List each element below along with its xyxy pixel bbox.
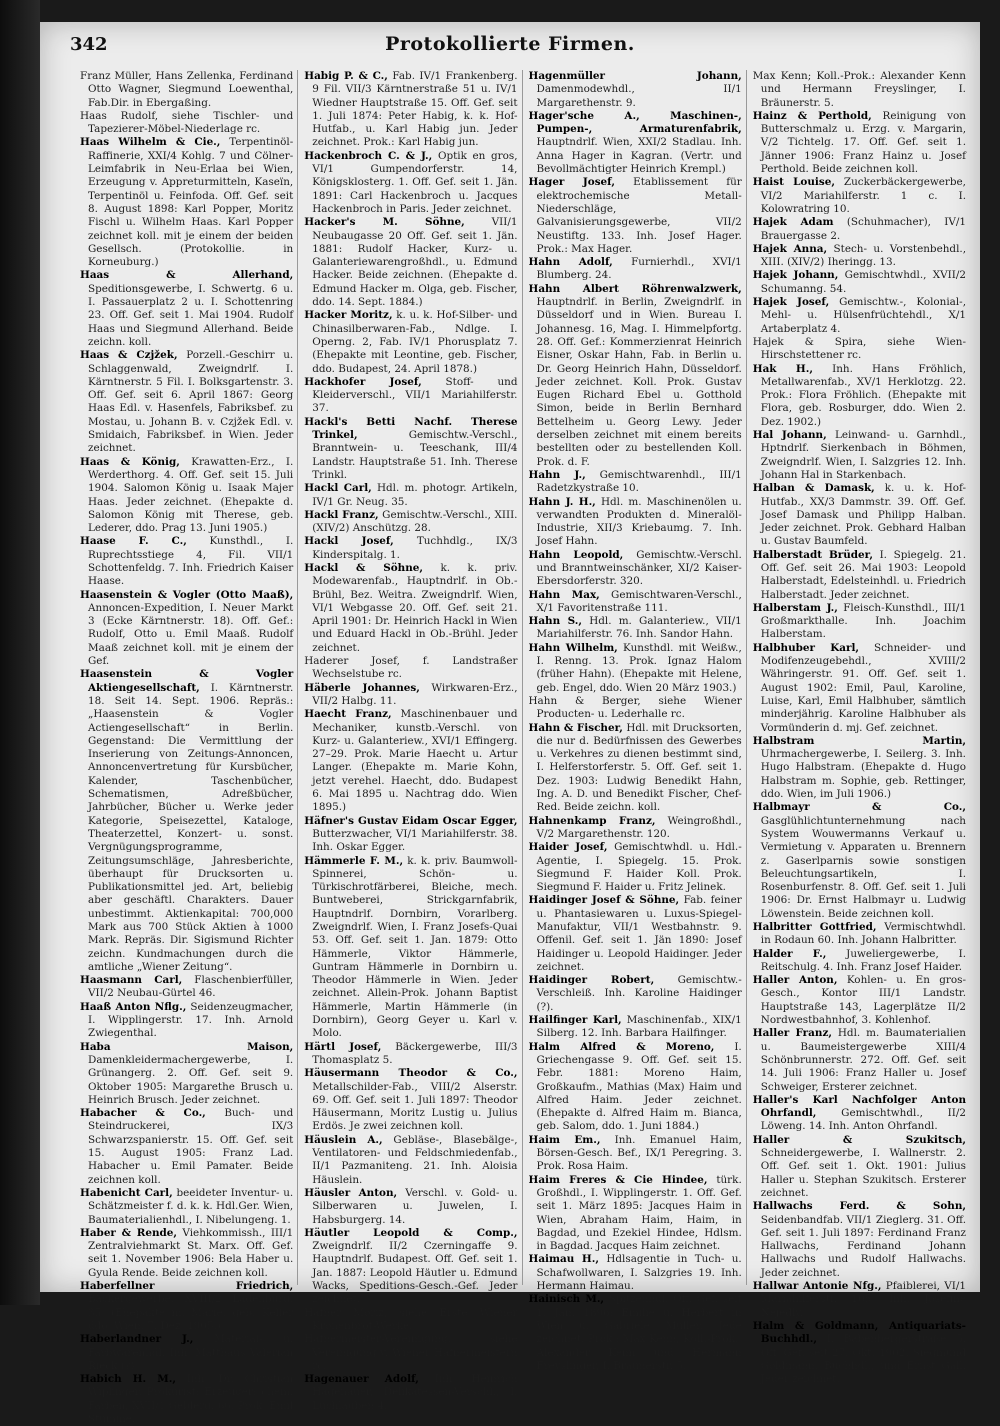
firm-name: Häfner's Gustav Eidam Oscar Egger, — [304, 814, 518, 827]
directory-entry — [80, 1001, 293, 1041]
firm-name: Haas & Allerhand, — [80, 269, 294, 282]
entry-text: Hafner Moriz, siehe Erste Wiener Kronenbrot-Werke. — [304, 1306, 518, 1332]
entry-text: Hafnermeister-Vereinigung, siehe Vereinigung v. Wiener Hafnermeistern rc. — [304, 1333, 518, 1372]
entry-text: Fab. feiner u. Phantasiewaren u. Luxus-Spiegel-Manufaktur, VII/1 Westbahnstr. 9. Offenil. Gef. seit 1. Jän 1890: Josef Haidinger u. Leopold Haidinger. Jeder zeichnet. — [536, 894, 742, 973]
directory-entry — [753, 1134, 966, 1200]
firm-name: Hajek Johann, — [752, 269, 839, 282]
directory-entry — [80, 456, 293, 536]
entry-text: Hdl. m. Maschinenölen u. verwandten Produkten d. Mineralöl-Industrie, XII/3 Kriebaumg. 7. Inh. Josef Hahn. — [536, 495, 742, 548]
entry-text: I. Kärntnerstr. 18. Seit 14. Sept. 1906. Repräs.: „Haasenstein & Vogler Actiengesellschaft“ in Berlin. Gegenstand: Die Vermittlung der Inserierung von Zeitungs-Annoncen, Annoncenvertretung für Kursbücher, Kalender, Taschenbücher, Schematismen, Adreßbücher, Jahrbücher, Bücher u. Werke jeder Kategorie, Speisezettel, Kataloge, Theaterzettel, Konzert- u. sonst. Vergnügungsprogramme, Zeitungsumschläge, Jahresberichte, überhaupt für Drucksorten u. Publikationsmittel jed. Art, beliebig aber geschäftl. Charakters. Dauer unbestimmt. Aktienkapital: 700,000 Mark aus 700 Stück Aktien à 1000 Mark. Repräs. Dir. Sigismund Richter zeichn. Kundmachungen durch die amtliche „Wiener Zeitung“. — [88, 681, 294, 973]
entry-text: Hdl. mit Drucksorten, die nur d. Bedürfnissen des Gewerbes u. Verkehres zu dienen bestimmt sind, I. Helferstorferstr. 5. Off. Gef. seit 1. Dez. 1903: Ludwig Benedikt Hahn, Ing. A. D. und Benedikt Fischer, Chef-Red. Beide zeichn. koll. — [536, 721, 742, 814]
directory-entry — [753, 429, 966, 482]
entry-text: Hdl. m. Baumaterialien u. Baumeistergewerbe XIII/4 Schönbrunnerstr. 272. Off. Gef. seit 14. Juli 1906: Franz Haller u. Josef Schweiger, Ersterer zeichnet. — [760, 1027, 966, 1093]
firm-name: Haasmann Carl, — [80, 974, 183, 987]
firm-name: Hager Josef, — [528, 176, 616, 189]
entry-text: Etablissement für elektrochemische Metall-Niederschläge, Galvanisierungsgewerbe, VII/2 Neustiftg. 133. Inh. Josef Hager. Prok.: Max Hager. — [536, 176, 742, 255]
entry-text: Hdl. m. photogr. Artikeln, IV/1 Gr. Neug. 35. — [312, 482, 518, 508]
entry-text: Gemischtw.-Verschleiß. Inh. Karoline Haidinger (?). — [536, 974, 742, 1013]
entry-text: Gebläse-, Blasebälge-, Ventilatoren- und Feldschmiedenfab., II/1 Pazmaniteng. 21. Inh. Aloisia Häuslein. — [312, 1133, 518, 1186]
entry-text: I. Griechengasse 9. Off. Gef. seit 15. Febr. 1881: Moreno Haim, Großkaufm., Mathias (Max) Haim und Alfred Haim. Jeder zeichnet. (Ehepakte d. Alfred Haim m. Bianca, geb. Salom, ddo. 1. Juni 1884.) — [536, 1040, 742, 1133]
directory-entry — [753, 363, 966, 429]
firm-name: Halbmayr & Co., — [752, 801, 966, 814]
running-title: Protokollierte Firmen. — [385, 33, 635, 55]
directory-entry — [529, 1293, 742, 1373]
entry-text: Wirkwaren-Erz., VII/2 Halbg. 11. — [312, 681, 518, 707]
directory-entry — [80, 1373, 293, 1426]
directory-entry — [80, 1041, 293, 1107]
directory-entry — [304, 376, 517, 416]
directory-entry — [753, 243, 966, 270]
entry-text: Metallschilder-Fab., VIII/2 Alserstr. 69. Off. Gef. seit 1. Juli 1897: Theodor Häusermann, Moritz Lustig u. Julius Erdös. Je zwei zeichnen koll. — [312, 1080, 518, 1133]
firm-name: Haberfellner Friedrich, — [80, 1280, 294, 1293]
firm-name: Habacher & Co., — [80, 1107, 206, 1120]
entry-text: I. Babenbergerstraße 5. Off. Gef. seit 27. Okt. 1902: Siegmund Goldmann, Buchhdl., und Ernst Gall. Jeder zeichnet. — [760, 1333, 967, 1386]
directory-entry — [529, 1174, 742, 1254]
entry-text: Damenkleidermachergewerbe, I. Grünangerg. 2. Off. Gef. seit 9. Oktober 1905: Margarethe Brusch u. Heinrich Brusch. Jeder zeichnet. — [88, 1053, 294, 1106]
directory-entry — [529, 1041, 742, 1134]
directory-entry — [753, 921, 966, 948]
firm-name: Härtl Josef, — [304, 1040, 382, 1053]
entry-text: Schneider- und Modifenzeugebehdl., XVIII/2 Währingerstr. 91. Off. Gef. seit 1. August 1902: Emil, Paul, Karoline, Luise, Karl, Emil Halbhuber, sämtlich minderjährig. Karoline Halbhuber als Vormünderin d. mj. Gef. zeichnet. — [760, 641, 966, 734]
directory-entry — [304, 416, 517, 482]
directory-entry — [304, 482, 517, 509]
firm-name: Hajek Josef, — [752, 296, 830, 309]
firm-name: Halm & Goldmann, Antiquariats-Buchhdl., — [752, 1319, 966, 1346]
entry-text: Stech- u. Vorstenbehdl., XIII. (XIV/2) Iheringg. 13. — [760, 242, 966, 269]
firm-name: Haist Louise, — [752, 176, 835, 189]
directory-entry — [753, 110, 966, 176]
firm-name: Hal Johann, — [752, 429, 827, 442]
directory-entry — [304, 855, 517, 1041]
entry-text: I. Spiegelg. 21. Off. Gef. seit 26. Mai 1903: Leopold Halberstadt, Edelsteinhdl. u. Friedrich Halberstadt. Jeder zeichnet. — [760, 548, 967, 601]
directory-entry — [80, 589, 293, 669]
directory-entry — [753, 1200, 966, 1280]
firm-name: Hahn Albert Röhrenwalzwerk, — [528, 282, 742, 295]
directory-entry — [80, 668, 293, 974]
firm-name: Hajek Adam — [752, 216, 834, 229]
directory-entry — [80, 1107, 293, 1187]
firm-name: Haller Anton, — [752, 974, 838, 987]
directory-entry — [529, 894, 742, 974]
directory-entry — [80, 1227, 293, 1280]
directory-entry — [753, 1320, 966, 1386]
firm-name: Hahn S., — [528, 615, 583, 628]
entry-text: Haas Rudolf, siehe Tischler- und Tapezierer-Möbel-Niederlage rc. — [80, 109, 294, 136]
entry-text: Inh. Dr. Christian Wiplinger, Prokurist: Erzeuger: chem. Farben, XVII/1 Geblerg. 66. Prok. Emil Stumme. — [88, 1373, 294, 1425]
directory-entry — [304, 1041, 517, 1068]
directory-entry — [80, 269, 293, 349]
directory-entry — [753, 482, 966, 548]
directory-entry — [753, 216, 966, 243]
entry-text: Fab. IV/1 Frankenberg. 9 Fil. VII/3 Kärntnerstraße 51 u. IV/1 Wiedner Hauptstraße 15. Off. Gef. seit 1. Juli 1874: Peter Habig, k. k. Hof-Hutfab., u. Karl Habig jun. Jeder zeichnet. Prok.: Karl Habig jun. — [312, 70, 518, 149]
directory-entry — [304, 655, 517, 682]
entry-text: k. u. k. Hof-Silber- und Chinasilberwaren-Fab., Ndlge. I. Operng. 2, Fab. IV/1 Phorusplatz 7. (Ehepakte mit Leontine, geb. Fischer, ddo. Budapest, 24. April 1878.) — [312, 309, 518, 375]
firm-name: Hackl's Betti Nachf. Therese Trinkel, — [304, 415, 518, 442]
entry-text: Spitzenhdl. Off. Gef. seit 1. Jän. 1896: Emilie u. Herbert in Wien u. Gabriele Müller. Jede zeichnet. Prok.: Max Kenn; Koll.-Prok.: Alexander Kenn und Hermann Freyslinger, I. Bräunerstr. 5. — [536, 1293, 742, 1372]
entry-text: Inh. Heinrich Hagenauer, Delikatessen-Verschl., I. Luchlauben 4. — [312, 1373, 518, 1412]
firm-name: Hagenmüller Johann, — [528, 70, 742, 82]
entry-text: Porzell.-Geschirr u. Schlaggenwald, Zweigndrlf. I. Kärntnerstr. 5 Fil. I. Bolksgartenstr. 3. Off. Gef. seit 6. April 1867: Georg Haas Edl. v. Hasenfels, Fabriksbef. zu Mostau, u. Johann B. v. Czjžek Edl. v. Smidaich, Fabriksbef. in Wien. Jeder zeichnet. — [88, 349, 294, 455]
firm-name: Habich H. M., — [80, 1373, 176, 1386]
directory-entry — [529, 1253, 742, 1293]
directory-entry — [529, 722, 742, 815]
firm-name: Häberle Johannes, — [304, 681, 420, 694]
directory-entry — [753, 70, 966, 110]
entry-text: Hahn & Berger, siehe Wiener Producten- u. Lederhalle rc. — [528, 694, 742, 721]
entry-text: Juweliergewerbe, I. Reitschulg. 4. Inh. Franz Josef Haider. — [760, 947, 966, 973]
scan-edge-shadow — [0, 0, 40, 1305]
entry-text: Buch- und Steindruckerei, IX/3 Schwarzspanierstr. 15. Off. Gef. seit 15. August 1905: Franz Lad. Habacher u. Emil Pamater. Beide zeichnen koll. — [88, 1107, 294, 1186]
directory-entry — [304, 509, 517, 536]
entry-text: Leinwand- u. Garnhdl., Hptndrlf. Sierkenbach in Böhmen, Zweigndrlf. Wien, I. Salzgries 12. Inh. Johann Hal in Starkenbach. — [760, 429, 966, 481]
firm-name: Halder F., — [752, 947, 827, 960]
entry-text: Gemischtwhdl., II/2 Löweng. 14. Inh. Anton Ohrfandl. — [760, 1107, 966, 1133]
directory-entry — [529, 615, 742, 642]
firm-name: Halm Alfred & Moreno, — [528, 1040, 715, 1053]
page-header — [40, 30, 980, 60]
entry-text: (Schuhmacher), IV/1 Brauergasse 2. — [760, 216, 966, 242]
directory-entry — [753, 296, 966, 336]
entry-text: Hajek & Spira, siehe Wien-Hirschstettener rc. — [752, 335, 966, 362]
firm-name: Hajek Anna, — [752, 242, 828, 255]
entry-text: Vermischtwhdl. in Rodaun 60. Inh. Johann Halbritter. — [760, 921, 966, 947]
firm-name: Haller & Szukitsch, — [752, 1133, 966, 1146]
directory-entry — [304, 708, 517, 814]
entry-text: Gemischtwhdl. u. Hdl.-Agentie, I. Spiegelg. 15. Prok. Siegmund F. Haider Koll. Prok. Siegmund F. Haider u. Fritz Jelinek. — [536, 841, 742, 894]
firm-name: Haasenstein & Vogler (Otto Maaß), — [80, 588, 294, 601]
directory-entry — [304, 1187, 517, 1227]
directory-entry — [304, 562, 517, 655]
entry-text: türk. Großhdl., I. Wipplingerstr. 1. Off. Gef. seit 1. März 1895: Jacques Haim in Wien, Abraham Haim, Haim, in Bagdad, und Ezekiel Hindee, Hdlsm. in Bagdad. Jacques Haim zeichnet. — [536, 1173, 742, 1253]
directory-entry — [753, 948, 966, 975]
directory-entry — [529, 589, 742, 616]
entry-text: Tuchhdlg., IX/3 Kinderspitalg. 1. — [312, 535, 518, 561]
firm-name: Halberstam J., — [752, 601, 838, 614]
firm-name: Häusler Anton, — [304, 1186, 398, 1199]
directory-entry — [529, 1014, 742, 1041]
entry-text: Haderer Josef, f. Landstraßer Wechselstube rc. — [304, 655, 518, 681]
firm-name: Hackl Josef, — [304, 535, 394, 548]
entry-text: Terpentinöl-Raffinerie, XXI/4 Kohlg. 7 und Cölner-Leimfabrik in Neu-Erlaa bei Wien, Erzeugung v. Appreturmitteln, Kaseïn, Terpentinöl u. Feinfoda. Off. Gef. seit 8. August 1898: Karl Popper, Moritz Fischl u. Wilhelm Haas. Karl Popper zeichnet koll. mit je einem der beiden Gesellsch. (Protokollie. in Korneuburg.) — [88, 136, 294, 269]
entry-text: Inh. Emanuel Haim, Börsen-Gesch. Bef., IX/1 Peregring. 3. Prok. Rosa Haim. — [536, 1133, 742, 1173]
directory-entry — [304, 1333, 517, 1373]
directory-entry — [80, 1280, 293, 1333]
directory-entry — [529, 110, 742, 176]
firm-name: Hailfinger Karl, — [528, 1014, 622, 1027]
entry-text: Gemischtwarenhdl., III/1 Radetzkystraße 10. — [536, 468, 742, 495]
firm-name: Halban & Damask, — [752, 482, 875, 495]
entry-text: Gemischtwhdl., XVII/2 Schumanng. 54. — [760, 269, 966, 295]
directory-entry — [529, 974, 742, 1014]
directory-entry — [753, 1280, 966, 1320]
column-4 — [752, 70, 970, 1386]
directory-entry — [529, 642, 742, 695]
firm-name: Häusermann Theodor & Co., — [304, 1067, 518, 1080]
firm-name: Hackl Franz, — [304, 508, 379, 521]
entry-text: k. k. priv. Modewarenfab., Hauptndrlf. in Ob.-Brühl, Bez. Weitra. Zweigndrlf. Wien, VI/1 Webgasse 20. Off. Gef. seit 21. April 1901: Dr. Heinrich Hackl in Wien und Eduard Hackl in Ob.-Brühl. Jeder zeichnet. — [312, 561, 518, 654]
firm-name: Hahnenkamp Franz, — [528, 814, 656, 827]
entry-text: Stoff- und Kleiderverschl., VII/1 Mariahilferstr. 37. — [312, 375, 518, 415]
directory-entry — [753, 1094, 966, 1134]
entry-text: Gemischtw.-Verschl., XIII. (XIV/2) Anschützg. 28. — [312, 508, 518, 535]
entry-text: Butterzwacher, VI/1 Mariahilferstr. 38. Inh. Oskar Egger. — [312, 827, 518, 854]
directory-entry — [304, 682, 517, 709]
firm-name: Habenicht Carl, — [80, 1186, 173, 1199]
entry-text: Pfaiblerei, VI/1 Mariahilferstr. 105. Inh. Josefine Nejedly. — [760, 1280, 966, 1319]
directory-entry — [80, 349, 293, 455]
firm-name: Hahn Wilhelm, — [528, 641, 618, 654]
directory-entry — [80, 535, 293, 588]
directory-entry — [753, 974, 966, 1027]
firm-name: Hallwachs Ferd. & Sohn, — [752, 1200, 966, 1213]
entry-text: Optik en gros, VI/1 Gumpendorferstr. 14, Königsklosterg. 1. Off. Gef. seit 1. Jän. 1891: Carl Hackenbroch u. Jacques Hackenbroch in Paris. Jeder zeichnet. — [312, 149, 518, 215]
entry-text: Kunsthdl. mit Weißw., I. Renng. 13. Prok. Ignaz Halom (früher Hahn). (Ehepakte mit Helene, geb. Engel, ddo. Wien 20 März 1903.) — [536, 641, 742, 694]
firm-name: Haberlandner J., — [80, 1333, 194, 1346]
directory-entry — [80, 1333, 293, 1373]
firm-name: Hahn Adolf, — [528, 256, 613, 269]
directory-entry — [529, 176, 742, 256]
firm-name: Hahn Leopold, — [528, 548, 624, 561]
directory-entry — [753, 269, 966, 296]
entry-text: Viehkommissh., III/1 Zentralviehmarkt St. Marx. Off. Gef. seit 1. November 1906: Bela Haber u. Gyula Rende. Beide zeichnen koll. — [88, 1226, 294, 1279]
firm-name: Hainz & Perthold, — [752, 109, 872, 122]
firm-name: Hallwar Antonie Nfg., — [752, 1280, 882, 1293]
entry-text: Verschl. v. Gold- u. Silberwaren u. Juwelen, I. Habsburgerg. 14. — [312, 1186, 518, 1226]
firm-name: Hackhofer Josef, — [304, 375, 422, 388]
directory-entry — [753, 549, 966, 602]
firm-name: Halbritter Gottfried, — [752, 921, 877, 933]
directory-entry — [529, 841, 742, 894]
firm-name: Hagenauer Adolf, — [304, 1373, 419, 1386]
firm-name: Halbstram Martin, — [752, 734, 966, 747]
firm-name: Hahn J. H., — [528, 495, 596, 508]
column-2 — [304, 70, 522, 1412]
entry-text: Hdl. m. Galanteriew., VII/1 Mariahilferstr. 76. Inh. Sandor Hahn. — [536, 615, 742, 641]
entry-text: beeideter Inventur- u. Schätzmeister f. d. k. k. Hdl.Ger. Wien, Baumaterialienhdl., I. Nibelungeng. 1. — [88, 1186, 294, 1226]
page-number: 342 — [70, 34, 108, 55]
directory-entry — [304, 70, 517, 150]
directory-entry — [80, 974, 293, 1001]
firm-name: Häuslein A., — [304, 1133, 383, 1146]
entry-text: Uhrmachergewerbe, I. Seilerg. 3. Inh. Hugo Halbstram. (Ehepakte d. Hugo Halbstram m. Sophie, geb. Rettinger, ddo. Wien, im Juli 1906.) — [760, 748, 966, 801]
firm-name: Haecht Franz, — [304, 708, 392, 721]
entry-text: Bäckergewerbe, XVIII/2 Ladenburg. 35. (Ehepakte m. Marie, geb. Keller ddo. Wien, 7. Dez. 1905.) — [88, 1293, 294, 1332]
firm-name: Haim Em., — [528, 1133, 601, 1146]
entry-text: Seidenzeugmacher, I. Wipplingerstr. 17. Inh. Arnold Zwiegenthal. — [88, 1000, 294, 1040]
firm-name: Haimau H., — [528, 1253, 599, 1266]
directory-entry — [529, 70, 742, 110]
directory-entry — [753, 602, 966, 642]
firm-name: Haba Maison, — [80, 1040, 294, 1053]
firm-name: Hackl Carl, — [304, 482, 372, 495]
directory-entry — [529, 695, 742, 722]
directory-entry — [80, 110, 293, 137]
firm-name: Haas & König, — [80, 455, 180, 468]
entry-text: Fleisch-Kunsthdl., III/1 Großmarkthalle. Inh. Joachim Halberstam. — [760, 601, 966, 641]
firm-name: Haasenstein & Vogler Aktiengesellschaft, — [80, 668, 294, 694]
firm-name: Hacker's M. Söhne, — [304, 216, 465, 229]
entry-text: k. u. k. Hof-Hutfab., XX/3 Dammstr. 39. Off. Gef. Josef Damask und Philipp Halban. Jeder zeichnet. Prok. Gebhard Halban u. Gustav Baumfeld. — [760, 482, 966, 548]
directory-entry — [753, 801, 966, 921]
entry-text: Kunsthdl., I. Ruprechtsstiege 4, Fil. VII/1 Schottenfeldg. 7. Inh. Friedrich Kaiser Haase. — [88, 535, 294, 588]
firm-name: Haber & Rende, — [80, 1226, 177, 1239]
firm-name: Haider Josef, — [528, 841, 608, 854]
entry-text: Franz Müller, Hans Zellenka, Ferdinand Otto Wagner, Siegmund Loewenthal, Fab.Dir. in Ebergaßing. — [80, 70, 294, 109]
firm-name: Hackl & Söhne, — [304, 561, 423, 574]
firm-name: Habig P. & C., — [304, 70, 388, 82]
entry-text: Hauptndrlf. in Berlin, Zweigndrlf. in Düsseldorf und in Wien. Bureau I. Johannesg. 16, Mag. I. Himmelpfortg. 28. Off. Gef.: Kommerzienrat Heinrich Eisner, Oskar Hahn, Fab. in Berlin u. Dr. Georg Heinrich Hahn, Düsseldorf. Jeder zeichnet. Koll. Prok. Gustav Eugen Richard Ebel u. Gotthold Simon, beide in Berlin Bernhard Bettelheim u. Georg Lewy. Jeder derselben zeichnet mit einem bereits bestellten oder zu bestellenden Koll. Prok. d. F. — [536, 296, 742, 468]
firm-name: Halberstadt Brüder, — [752, 548, 873, 561]
entry-text: Reinigung von Butterschmalz u. Erzg. v. Margarin, V/2 Tichtelg. 17. Off. Gef. seit 1. Jänner 1906: Franz Hainz u. Josef Perthold. Beide zeichnen koll. — [760, 109, 966, 176]
directory-entry — [753, 176, 966, 216]
directory-entry — [304, 1227, 517, 1307]
directory-entry — [304, 1067, 517, 1133]
entry-text: k. k. priv. Baumwoll-Spinnerei, Schön- u. Türkischrotfärberei, Bleiche, mech. Buntweberei, Strickgarnfabrik, Hauptndrlf. Dornbirn, Vorarlberg. Zweigndrlf. Wien, I. Franz Josefs-Quai 53. Off. Gef. seit 1. Jan. 1879: Otto Hämmerle, Viktor Hämmerle, Guntram Hämmerle in Dornbirn u. Theodor Hämmerle in Wien. Jeder zeichnet. Allein-Prok. Johann Baptist Hämmerle, Martin Hämmerle (in Dornbirn), Georg Geyer u. Karl v. Molo. — [312, 854, 518, 1040]
entry-text: Seidenbandfab. VII/1 Zieglerg. 31. Off. Gef. seit 1. Juli 1897: Ferdinand Franz Hallwachs, Ferdinand Johann Hallwachs und Rudolf Hallwachs. Jeder zeichnet. — [760, 1213, 966, 1279]
directory-entry — [753, 1027, 966, 1093]
firm-name: Hämmerle F. M., — [304, 854, 404, 867]
entry-text: Zweigndrlf. II/2 Czerningaffe 9. Hauptndrlf. Budapest. Off. Gef. seit 1. Jan. 1887: Leopold Häutler u. Edmund Wacks, Speditions-Gesch.-Gef. Jeder zeichnet. — [312, 1240, 518, 1306]
entry-text: Maschinenfab., XIX/1 Silberg. 12. Inh. Barbara Hailfinger. — [536, 1014, 742, 1040]
directory-entry — [529, 256, 742, 283]
firm-name: Hahn & Fischer, — [528, 721, 623, 734]
entry-text: Bäckergewerbe, III/3 Thomasplatz 5. — [312, 1040, 518, 1066]
document-page — [40, 22, 980, 1425]
directory-entry — [529, 1134, 742, 1174]
firm-name: Haaß Anton Nflg., — [80, 1000, 187, 1013]
entry-text: Schneidergewerbe, I. Wallnerstr. 2. Off. Gef. seit 1. Okt. 1901: Julius Haller u. Stephan Szukitsch. Ersterer zeichnet. — [760, 1147, 966, 1199]
firm-name: Hackenbroch C. & J., — [304, 149, 433, 162]
directory-entry — [80, 136, 293, 269]
firm-name: Haase F. C., — [80, 535, 187, 548]
directory-entry — [753, 735, 966, 801]
firm-name: Haidinger Robert, — [528, 974, 655, 987]
firm-name: Hacker Moritz, — [304, 309, 393, 322]
directory-entry — [529, 496, 742, 549]
directory-entry — [304, 309, 517, 375]
directory-entry — [753, 642, 966, 735]
firm-name: Hahn Max, — [528, 588, 600, 601]
entry-text: Flaschenbierfüller, VII/2 Neubau-Gürtel 46. — [88, 974, 294, 1000]
firm-name: Haas Wilhelm & Cie., — [80, 136, 221, 149]
entry-text: Weingroßhdl., V/2 Margarethenstr. 120. — [536, 814, 742, 840]
text-columns — [80, 70, 970, 1425]
entry-text: Material- u. Farbwarenhdl. Inh. Matthäus Valerian Rieck (?). — [88, 1333, 294, 1372]
entry-text: Speditionsgewerbe, I. Schwertg. 6 u. I. Passauerplatz 2 u. I. Schottenring 23. Off. Gef. seit 1. Mai 1904. Rudolf Haas und Siegmund Allerhand. Beide zeichn. koll. — [88, 282, 294, 348]
firm-name: Hak H., — [752, 362, 813, 375]
directory-entry — [304, 1134, 517, 1187]
entry-text: Max Kenn; Koll.-Prok.: Alexander Kenn und Hermann Freyslinger, I. Bräunerstr. 5. — [752, 70, 966, 109]
entry-text: Gemischtw.-, Kolonial-, Mehl- u. Hülsenfrüchtehdl., X/1 Artaberplatz 4. — [760, 296, 966, 335]
entry-text: Kohlen- u. En gros-Gesch., Kontor III/1 Landstr. Hauptstraße 143, Lagerplätze II/2 Nordwestbahnhof, 3. Kohlenhof. — [760, 974, 966, 1027]
firm-name: Haidinger Josef & Söhne, — [528, 894, 680, 907]
entry-text: Krawatten-Erz., I. Werderthorg. 4. Off. Gef. seit 15. Juli 1904. Salomon König u. Isaak Majer Haas. Jeder zeichnet. (Ehepakte d. Salomon König mit Therese, geb. Lederer, ddo. Prag 13. Juni 1905.) — [88, 455, 294, 535]
directory-entry — [529, 815, 742, 842]
firm-name: Häutler Leopold & Comp., — [304, 1226, 518, 1239]
firm-name: Hager'sche A., Maschinen-, Pumpen-, Armaturenfabrik, — [528, 109, 742, 136]
entry-text: Maschinenbauer und Mechaniker, kunstb.-Verschl. von Kurz- u. Galanteriew., XVI/1 Effingerg. 27–29. Prok. Marie Haecht u. Artur Langer. (Ehepakte m. Marie Kohn, jetzt verehel. Haecht, ddo. Budapest 6. Mai 1895 u. Nachtrag ddo. Wien 1895.) — [312, 708, 518, 814]
firm-name: Haller's Karl Nachfolger Anton Ohrfandl, — [752, 1093, 966, 1120]
entry-text: Furnierhdl., XVI/1 Blumberg. 24. — [536, 256, 742, 282]
entry-text: Hauptndrlf. Wien, XXI/2 Stadlau. Inh. Anna Hager in Kagran. (Vertr. und Bevollmächtigter Heinrich Krempl.) — [536, 136, 742, 176]
directory-entry — [304, 216, 517, 309]
directory-entry — [304, 150, 517, 216]
entry-text: VII/1 Neubaugasse 20 Off. Gef. seit 1. Jän. 1881: Rudolf Hacker, Kurz- u. Galanteriewarengroßhdl., u. Edmund Hacker. Beide zeichnen. (Ehepakte d. Edmund Hacker m. Olga, geb. Fischer, ddo. 14. Sept. 1884.) — [312, 216, 518, 309]
entry-text: Zuckerbäckergewerbe, VI/2 Mariahilferstr. 1 c. I. Kolowratring 10. — [760, 176, 966, 215]
entry-text: Gemischtw.-Verschl., Branntwein- u. Teeschank, III/4 Landstr. Hauptstraße 51. Inh. Therese Trinkl. — [312, 429, 518, 481]
entry-text: Hdlsagentie in Tuch- u. Schafwollwaren, I. Salzgries 19. Inh. Hermann Haimau. — [536, 1253, 742, 1293]
entry-text: Inh. Hans Fröhlich, Metallwarenfab., XV/1 Herklotzg. 22. Prok.: Flora Fröhlich. (Ehepakte mit Flora, geb. Rosburger, ddo. Wien 2. Dez. 1902.) — [760, 362, 966, 428]
column-3 — [528, 70, 747, 1372]
firm-name: Hahn J., — [528, 468, 586, 481]
directory-entry — [304, 1373, 517, 1413]
directory-entry — [80, 1187, 293, 1227]
entry-text: Gasglühlichtunternehmung nach System Wouwermanns Verkauf u. Vermietung v. Apparaten u. Brennern z. Gaserlparnis sowie sonstigen Beleuchtungsartikeln, I. Rosenburfenstr. 8. Off. Gef. seit 1. Juli 1906: Dr. Ernst Halbmayr u. Ludwig Löwenstein. Beide zeichnen koll. — [760, 814, 966, 920]
entry-text: Annoncen-Expedition, I. Neuer Markt 3 (Ecke Kärntnerstr. 18). Off. Gef.: Rudolf, Otto u. Emil Maaß. Rudolf Maaß zeichnet koll. mit je einem der Gef. — [88, 601, 294, 668]
firm-name: Haas & Czjžek, — [80, 349, 178, 362]
directory-entry — [529, 283, 742, 469]
directory-entry — [304, 1307, 517, 1334]
firm-name: Hainisch M., — [528, 1293, 605, 1306]
firm-name: Halbhuber Karl, — [752, 641, 860, 654]
directory-entry — [529, 469, 742, 496]
directory-entry — [80, 70, 293, 110]
directory-entry — [753, 336, 966, 363]
column-1 — [80, 70, 298, 1425]
entry-text: Gemischtw.-Verschl. und Branntweinschänker, XI/2 Kaiser-Ebersdorferstr. 320. — [536, 548, 742, 588]
entry-text: Damenmodewhdl., II/1 Margarethenstr. 9. — [536, 83, 742, 109]
firm-name: Haim Freres & Cie Hindee, — [528, 1173, 708, 1186]
entry-text: Gemischtwaren-Verschl., X/1 Favoritenstraße 111. — [536, 588, 742, 614]
directory-entry — [529, 549, 742, 589]
directory-entry — [304, 815, 517, 855]
directory-entry — [304, 535, 517, 562]
firm-name: Haller Franz, — [752, 1027, 832, 1040]
